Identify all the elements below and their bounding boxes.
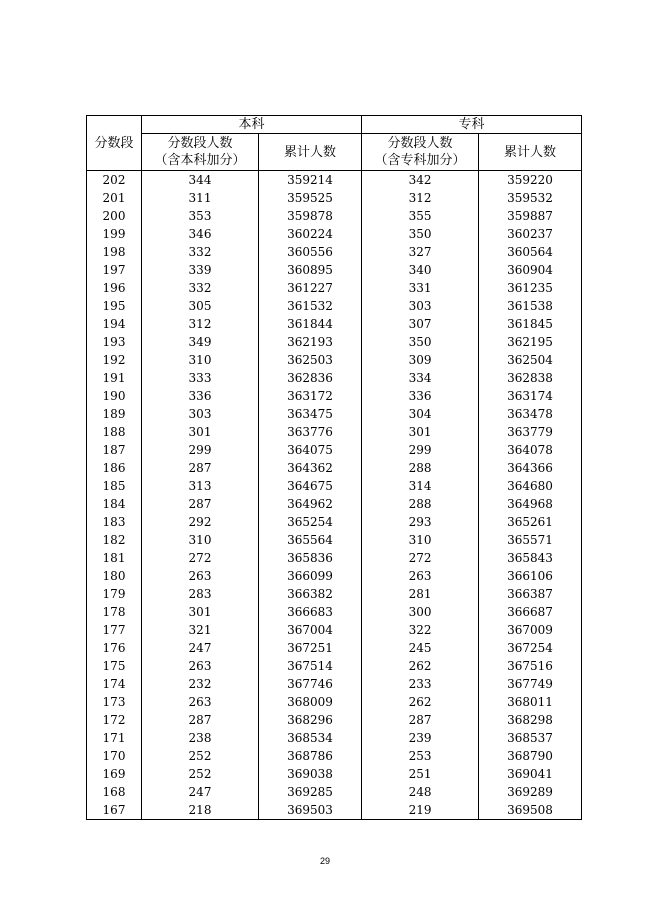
- score-cell: 175: [87, 657, 142, 675]
- benke-cumulative-cell: 362193: [259, 333, 362, 351]
- zhuanke-count-cell: 293: [362, 513, 479, 531]
- zhuanke-count-cell: 251: [362, 765, 479, 783]
- table-row: [87, 621, 582, 639]
- benke-cumulative-cell: 359214: [259, 171, 362, 190]
- table-body: [87, 171, 582, 820]
- header-zhuanke-count-line1: 分数段人数: [387, 136, 453, 151]
- benke-count-cell: 263: [142, 657, 259, 675]
- table-row: [87, 603, 582, 621]
- zhuanke-cumulative-cell: 364968: [479, 495, 582, 513]
- benke-count-cell: 299: [142, 441, 259, 459]
- table-row: [87, 405, 582, 423]
- zhuanke-cumulative-cell: 367516: [479, 657, 582, 675]
- zhuanke-cumulative-cell: 361845: [479, 315, 582, 333]
- benke-count-cell: 305: [142, 297, 259, 315]
- benke-cumulative-cell: 364075: [259, 441, 362, 459]
- score-cell: 194: [87, 315, 142, 333]
- zhuanke-count-cell: 253: [362, 747, 479, 765]
- zhuanke-cumulative-cell: 368298: [479, 711, 582, 729]
- zhuanke-count-cell: 310: [362, 531, 479, 549]
- benke-cumulative-cell: 367746: [259, 675, 362, 693]
- benke-count-cell: 232: [142, 675, 259, 693]
- benke-cumulative-cell: 361227: [259, 279, 362, 297]
- zhuanke-cumulative-cell: 359887: [479, 207, 582, 225]
- benke-count-cell: 310: [142, 531, 259, 549]
- zhuanke-cumulative-cell: 360237: [479, 225, 582, 243]
- zhuanke-cumulative-cell: 366387: [479, 585, 582, 603]
- zhuanke-cumulative-cell: 359532: [479, 189, 582, 207]
- zhuanke-count-cell: 245: [362, 639, 479, 657]
- benke-cumulative-cell: 362836: [259, 369, 362, 387]
- zhuanke-cumulative-cell: 360564: [479, 243, 582, 261]
- benke-count-cell: 263: [142, 693, 259, 711]
- table-row: [87, 279, 582, 297]
- header-row-columns: [87, 134, 582, 171]
- zhuanke-count-cell: 303: [362, 297, 479, 315]
- benke-cumulative-cell: 363776: [259, 423, 362, 441]
- benke-cumulative-cell: 361844: [259, 315, 362, 333]
- benke-count-cell: 312: [142, 315, 259, 333]
- table-row: [87, 675, 582, 693]
- zhuanke-count-cell: 287: [362, 711, 479, 729]
- table-row: [87, 387, 582, 405]
- zhuanke-count-cell: 342: [362, 171, 479, 190]
- score-cell: 189: [87, 405, 142, 423]
- table-row: [87, 243, 582, 261]
- zhuanke-cumulative-cell: 361538: [479, 297, 582, 315]
- benke-count-cell: 313: [142, 477, 259, 495]
- score-cell: 180: [87, 567, 142, 585]
- zhuanke-count-cell: 233: [362, 675, 479, 693]
- benke-count-cell: 238: [142, 729, 259, 747]
- zhuanke-cumulative-cell: 366687: [479, 603, 582, 621]
- table-row: [87, 783, 582, 801]
- zhuanke-count-cell: 312: [362, 189, 479, 207]
- table-row: [87, 189, 582, 207]
- score-cell: 182: [87, 531, 142, 549]
- table-row: [87, 315, 582, 333]
- table-row: [87, 585, 582, 603]
- table-row: [87, 477, 582, 495]
- score-cell: 181: [87, 549, 142, 567]
- zhuanke-count-cell: 288: [362, 495, 479, 513]
- score-cell: 186: [87, 459, 142, 477]
- score-cell: 170: [87, 747, 142, 765]
- zhuanke-count-cell: 304: [362, 405, 479, 423]
- header-benke-count: [142, 134, 259, 171]
- zhuanke-cumulative-cell: 368537: [479, 729, 582, 747]
- benke-cumulative-cell: 364962: [259, 495, 362, 513]
- benke-count-cell: 272: [142, 549, 259, 567]
- table-row: [87, 459, 582, 477]
- benke-cumulative-cell: 368534: [259, 729, 362, 747]
- zhuanke-cumulative-cell: 365843: [479, 549, 582, 567]
- zhuanke-count-cell: 219: [362, 801, 479, 820]
- zhuanke-count-cell: 299: [362, 441, 479, 459]
- benke-cumulative-cell: 369285: [259, 783, 362, 801]
- table-row: [87, 639, 582, 657]
- score-cell: 198: [87, 243, 142, 261]
- zhuanke-cumulative-cell: 369041: [479, 765, 582, 783]
- zhuanke-count-cell: 336: [362, 387, 479, 405]
- score-cell: 188: [87, 423, 142, 441]
- benke-cumulative-cell: 366382: [259, 585, 362, 603]
- benke-cumulative-cell: 368009: [259, 693, 362, 711]
- zhuanke-count-cell: 272: [362, 549, 479, 567]
- zhuanke-cumulative-cell: 368790: [479, 747, 582, 765]
- table-row: [87, 729, 582, 747]
- zhuanke-cumulative-cell: 366106: [479, 567, 582, 585]
- zhuanke-cumulative-cell: 369289: [479, 783, 582, 801]
- benke-count-cell: 332: [142, 279, 259, 297]
- benke-count-cell: 321: [142, 621, 259, 639]
- zhuanke-cumulative-cell: 362195: [479, 333, 582, 351]
- zhuanke-count-cell: 327: [362, 243, 479, 261]
- benke-cumulative-cell: 366099: [259, 567, 362, 585]
- table-row: [87, 513, 582, 531]
- zhuanke-cumulative-cell: 365261: [479, 513, 582, 531]
- score-cell: 174: [87, 675, 142, 693]
- zhuanke-count-cell: 262: [362, 693, 479, 711]
- benke-cumulative-cell: 364675: [259, 477, 362, 495]
- zhuanke-cumulative-cell: 362504: [479, 351, 582, 369]
- zhuanke-count-cell: 262: [362, 657, 479, 675]
- zhuanke-cumulative-cell: 362838: [479, 369, 582, 387]
- benke-cumulative-cell: 368296: [259, 711, 362, 729]
- benke-cumulative-cell: 367004: [259, 621, 362, 639]
- zhuanke-count-cell: 288: [362, 459, 479, 477]
- header-zhuanke-count-line2: （含专科加分）: [374, 153, 466, 168]
- score-distribution-table: [86, 115, 582, 820]
- zhuanke-count-cell: 309: [362, 351, 479, 369]
- score-cell: 195: [87, 297, 142, 315]
- table-row: [87, 711, 582, 729]
- score-cell: 167: [87, 801, 142, 820]
- zhuanke-count-cell: 239: [362, 729, 479, 747]
- benke-count-cell: 247: [142, 783, 259, 801]
- benke-cumulative-cell: 363475: [259, 405, 362, 423]
- benke-count-cell: 310: [142, 351, 259, 369]
- benke-count-cell: 287: [142, 459, 259, 477]
- header-benke-cumulative: 累计人数: [259, 134, 362, 171]
- benke-count-cell: 301: [142, 603, 259, 621]
- zhuanke-cumulative-cell: 363174: [479, 387, 582, 405]
- score-cell: 197: [87, 261, 142, 279]
- benke-cumulative-cell: 359525: [259, 189, 362, 207]
- zhuanke-count-cell: 307: [362, 315, 479, 333]
- benke-cumulative-cell: 367251: [259, 639, 362, 657]
- zhuanke-count-cell: 301: [362, 423, 479, 441]
- benke-cumulative-cell: 367514: [259, 657, 362, 675]
- table-row: [87, 657, 582, 675]
- score-cell: 199: [87, 225, 142, 243]
- benke-count-cell: 247: [142, 639, 259, 657]
- score-cell: 192: [87, 351, 142, 369]
- benke-count-cell: 346: [142, 225, 259, 243]
- benke-count-cell: 333: [142, 369, 259, 387]
- score-cell: 202: [87, 171, 142, 190]
- header-group-zhuanke: 专科: [362, 116, 582, 134]
- score-cell: 172: [87, 711, 142, 729]
- header-zhuanke-cumulative: 累计人数: [479, 134, 582, 171]
- zhuanke-count-cell: 334: [362, 369, 479, 387]
- table-row: [87, 351, 582, 369]
- header-benke-count-line2: （含本科加分）: [154, 153, 246, 168]
- zhuanke-cumulative-cell: 363779: [479, 423, 582, 441]
- score-cell: 179: [87, 585, 142, 603]
- zhuanke-cumulative-cell: 360904: [479, 261, 582, 279]
- zhuanke-cumulative-cell: 364680: [479, 477, 582, 495]
- benke-cumulative-cell: 360895: [259, 261, 362, 279]
- benke-count-cell: 252: [142, 747, 259, 765]
- table-row: [87, 207, 582, 225]
- benke-count-cell: 353: [142, 207, 259, 225]
- table-row: [87, 369, 582, 387]
- table-row: [87, 297, 582, 315]
- zhuanke-count-cell: 355: [362, 207, 479, 225]
- zhuanke-count-cell: 340: [362, 261, 479, 279]
- score-cell: 177: [87, 621, 142, 639]
- score-cell: 201: [87, 189, 142, 207]
- table-row: [87, 801, 582, 820]
- table-row: [87, 567, 582, 585]
- score-cell: 173: [87, 693, 142, 711]
- benke-cumulative-cell: 365836: [259, 549, 362, 567]
- zhuanke-cumulative-cell: 364078: [479, 441, 582, 459]
- zhuanke-count-cell: 263: [362, 567, 479, 585]
- table-row: [87, 549, 582, 567]
- score-cell: 184: [87, 495, 142, 513]
- benke-count-cell: 336: [142, 387, 259, 405]
- benke-count-cell: 303: [142, 405, 259, 423]
- zhuanke-count-cell: 322: [362, 621, 479, 639]
- table-row: [87, 693, 582, 711]
- benke-count-cell: 283: [142, 585, 259, 603]
- table-row: [87, 531, 582, 549]
- zhuanke-count-cell: 350: [362, 333, 479, 351]
- score-cell: 178: [87, 603, 142, 621]
- table-row: [87, 423, 582, 441]
- zhuanke-cumulative-cell: 364366: [479, 459, 582, 477]
- header-benke-count-line1: 分数段人数: [167, 136, 233, 151]
- table-row: [87, 171, 582, 190]
- score-cell: 169: [87, 765, 142, 783]
- table-row: [87, 261, 582, 279]
- benke-count-cell: 292: [142, 513, 259, 531]
- score-cell: 185: [87, 477, 142, 495]
- benke-count-cell: 218: [142, 801, 259, 820]
- zhuanke-count-cell: 248: [362, 783, 479, 801]
- benke-cumulative-cell: 365564: [259, 531, 362, 549]
- benke-cumulative-cell: 360224: [259, 225, 362, 243]
- zhuanke-count-cell: 281: [362, 585, 479, 603]
- benke-count-cell: 344: [142, 171, 259, 190]
- zhuanke-count-cell: 314: [362, 477, 479, 495]
- zhuanke-cumulative-cell: 361235: [479, 279, 582, 297]
- zhuanke-count-cell: 331: [362, 279, 479, 297]
- score-cell: 176: [87, 639, 142, 657]
- table-row: [87, 495, 582, 513]
- zhuanke-cumulative-cell: 365571: [479, 531, 582, 549]
- score-cell: 196: [87, 279, 142, 297]
- zhuanke-cumulative-cell: 367009: [479, 621, 582, 639]
- benke-cumulative-cell: 366683: [259, 603, 362, 621]
- benke-cumulative-cell: 368786: [259, 747, 362, 765]
- table-row: [87, 441, 582, 459]
- table-row: [87, 765, 582, 783]
- benke-cumulative-cell: 369503: [259, 801, 362, 820]
- page-number: 29: [319, 856, 330, 866]
- header-group-benke: 本科: [142, 116, 362, 134]
- header-score-band: 分数段: [87, 116, 142, 171]
- benke-count-cell: 311: [142, 189, 259, 207]
- benke-cumulative-cell: 363172: [259, 387, 362, 405]
- zhuanke-count-cell: 300: [362, 603, 479, 621]
- benke-cumulative-cell: 365254: [259, 513, 362, 531]
- table-row: [87, 225, 582, 243]
- header-row-groups: [87, 116, 582, 134]
- score-cell: 171: [87, 729, 142, 747]
- zhuanke-cumulative-cell: 367254: [479, 639, 582, 657]
- score-cell: 193: [87, 333, 142, 351]
- benke-cumulative-cell: 360556: [259, 243, 362, 261]
- benke-count-cell: 349: [142, 333, 259, 351]
- header-zhuanke-count: [362, 134, 479, 171]
- zhuanke-cumulative-cell: 359220: [479, 171, 582, 190]
- benke-count-cell: 339: [142, 261, 259, 279]
- score-cell: 183: [87, 513, 142, 531]
- score-cell: 187: [87, 441, 142, 459]
- benke-count-cell: 332: [142, 243, 259, 261]
- benke-cumulative-cell: 364362: [259, 459, 362, 477]
- benke-count-cell: 252: [142, 765, 259, 783]
- table-row: [87, 747, 582, 765]
- benke-cumulative-cell: 362503: [259, 351, 362, 369]
- zhuanke-count-cell: 350: [362, 225, 479, 243]
- benke-cumulative-cell: 359878: [259, 207, 362, 225]
- benke-count-cell: 287: [142, 711, 259, 729]
- zhuanke-cumulative-cell: 367749: [479, 675, 582, 693]
- benke-count-cell: 263: [142, 567, 259, 585]
- zhuanke-cumulative-cell: 369508: [479, 801, 582, 820]
- benke-count-cell: 301: [142, 423, 259, 441]
- benke-cumulative-cell: 361532: [259, 297, 362, 315]
- table-row: [87, 333, 582, 351]
- score-cell: 190: [87, 387, 142, 405]
- score-cell: 191: [87, 369, 142, 387]
- score-cell: 200: [87, 207, 142, 225]
- score-cell: 168: [87, 783, 142, 801]
- zhuanke-cumulative-cell: 363478: [479, 405, 582, 423]
- zhuanke-cumulative-cell: 368011: [479, 693, 582, 711]
- benke-cumulative-cell: 369038: [259, 765, 362, 783]
- benke-count-cell: 287: [142, 495, 259, 513]
